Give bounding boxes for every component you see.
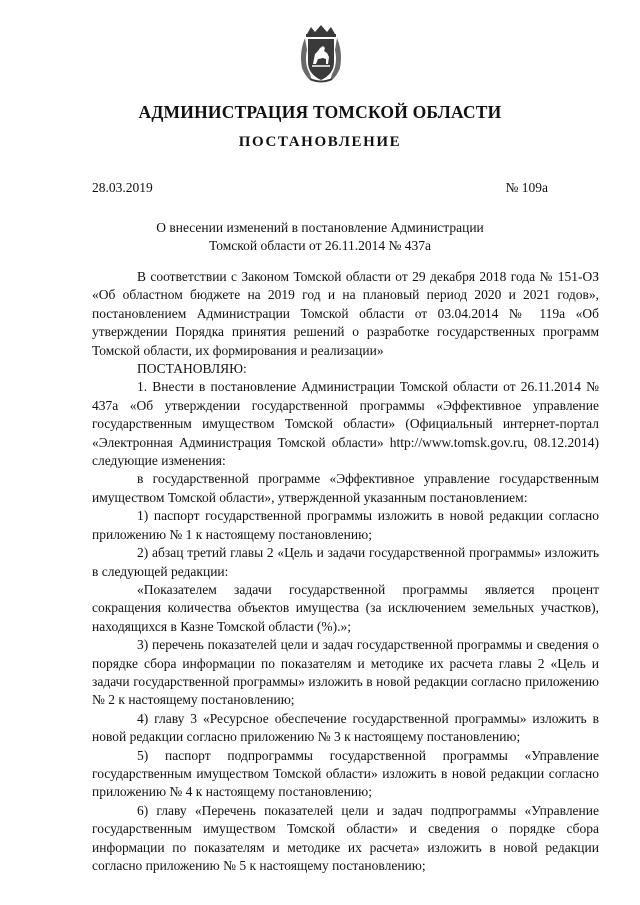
paragraph-subitem-5: 5) паспорт подпрограммы государственной программы «Управление государственным имуществом Томской области» изложить в новой редакции согласно приложению № 4 к настоящему постановлению;	[92, 747, 599, 800]
document-date: 28.03.2019	[92, 180, 153, 195]
coat-of-arms-icon	[298, 24, 344, 84]
document-title-line: О внесении изменений в постановление Администрации	[156, 220, 484, 235]
document-body	[92, 268, 599, 875]
document-title	[140, 219, 500, 255]
paragraph-item-1: 1. Внести в постановление Администрации Томской области от 26.11.2014 № 437а «Об утверждении государственной программы «Эффективное управление государственным имуществом Томской области» (Официальный интернет-портал «Электронная Администрация Томской области» http://www.tomsk.gov.ru, 08.12.2014) следующие изменения:	[92, 379, 599, 469]
document-type: ПОСТАНОВЛЕНИЕ	[238, 134, 402, 150]
document-title-line: Томской области от 26.11.2014 № 437а	[209, 238, 431, 253]
paragraph-quote: «Показателем задачи государственной программы является процент сокращения количества объектов имущества (за исключением земельных участков), находящихся в Казне Томской области (%).»;	[92, 581, 599, 634]
paragraph-subitem-1: 1) паспорт государственной программы изложить в новой редакции согласно приложению № 1 к настоящему постановлению;	[92, 508, 599, 542]
paragraph-subitem-3: 3) перечень показателей цели и задач государственной программы и сведения о порядке сбора информации по показателям и методике их расчета главы 2 «Цель и задачи государственной программы» изложить в новой редакции согласно приложению № 2 к настоящему постановлению;	[92, 637, 599, 708]
paragraph-subitem-4: 4) главу 3 «Ресурсное обеспечение государственной программы» изложить в новой редакции согласно приложению № 3 к настоящему постановлению;	[92, 710, 599, 745]
paragraph-program: в государственной программе «Эффективное управление государственным имуществом Томской области», утвержденной указанным постановлением:	[92, 471, 599, 505]
organization-title: АДМИНИСТРАЦИЯ ТОМСКОЙ ОБЛАСТИ	[138, 102, 502, 122]
paragraph-subitem-6: 6) главу «Перечень показателей цели и задач подпрограммы «Управление государственным имуществом Томской области» и сведения о порядке сбора информации по показателям и методике их расчета» изложить в новой редакции согласно приложению № 5 к настоящему постановлению;	[92, 802, 599, 873]
document-number: № 109а	[505, 180, 548, 195]
paragraph-resolve: ПОСТАНОВЛЯЮ:	[137, 361, 247, 377]
paragraph-subitem-2: 2) абзац третий главы 2 «Цель и задачи государственной программы» изложить в следующей редакции:	[92, 545, 599, 579]
paragraph-preamble: В соответствии с Законом Томской области от 29 декабря 2018 года № 151-ОЗ «Об областном бюджете на 2019 год и на плановый период 2020 и 2021 годов», постановлением Администрации Томской области от 03.04.2014 № 119а «Об утверждении Порядка принятия решений о разработке государственных программ Томской области, их формирования и реализации»	[92, 269, 599, 358]
